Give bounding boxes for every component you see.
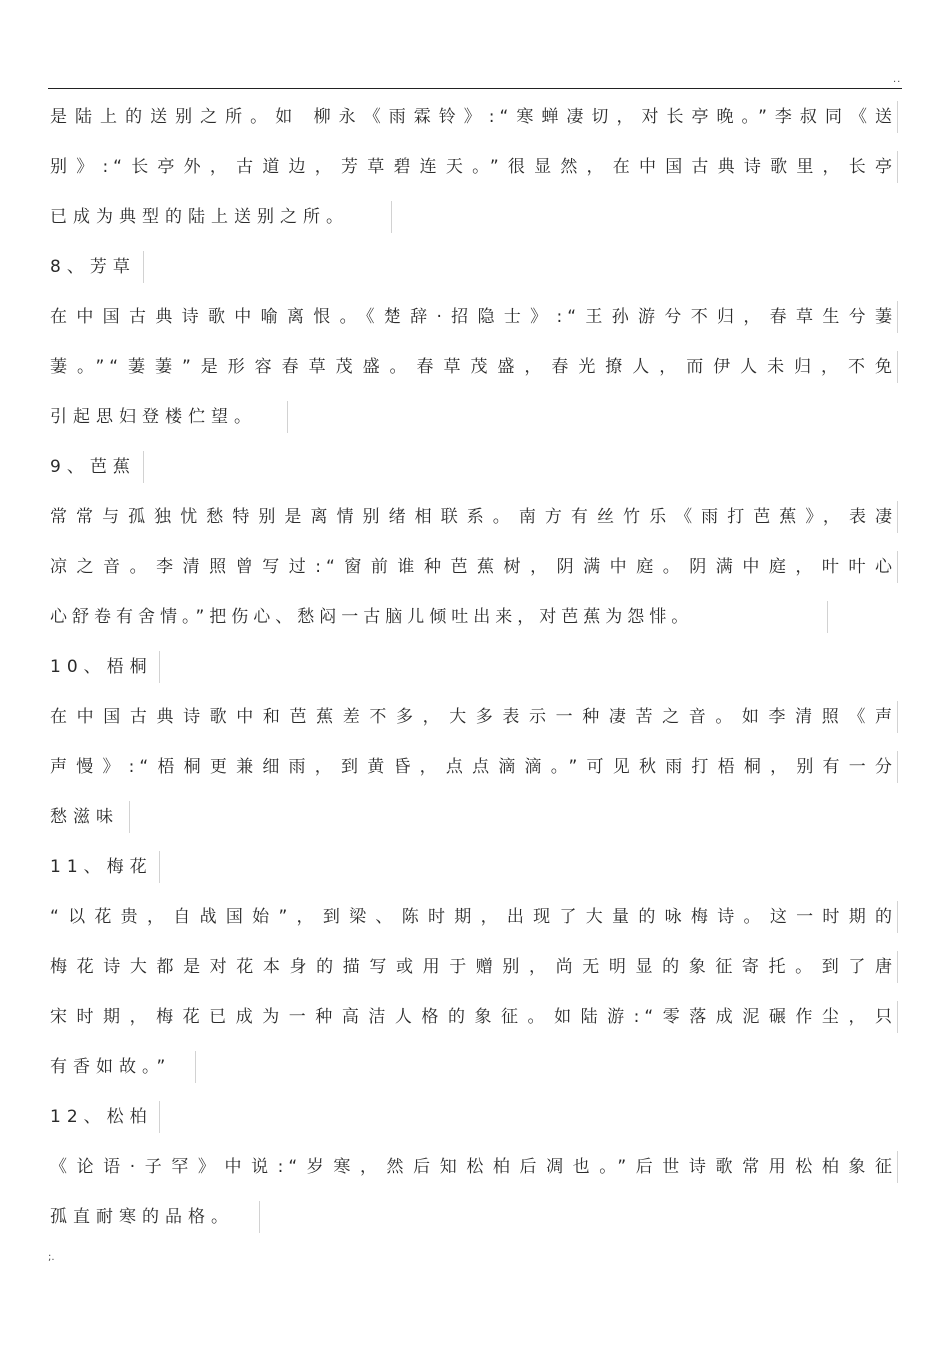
text-line: 宋时期，梅花已成为一种高洁人格的象征。如陆游:“零落成泥碾作尘，只 xyxy=(48,1001,898,1033)
text-line: 孤直耐寒的品格。 xyxy=(48,1201,260,1233)
text-line: 在中国古典诗歌中喻离恨。《楚辞·招隐士》:“王孙游兮不归，春草生兮萋 xyxy=(48,301,898,333)
text-line: 在中国古典诗歌中和芭蕉差不多，大多表示一种凄苦之音。如李清照《声 xyxy=(48,701,898,733)
header-rule xyxy=(48,88,902,89)
text-line: 是陆上的送别之所。如 柳永《雨霖铃》:“寒蝉凄切，对长亭晚。”李叔同《送 xyxy=(48,101,898,133)
text-line: 引起思妇登楼伫望。 xyxy=(48,401,288,433)
section-heading-9: 9、芭蕉 xyxy=(48,451,144,483)
text-line: 凉之音。李清照曾写过:“窗前谁种芭蕉树，阴满中庭。阴满中庭，叶叶心 xyxy=(48,551,898,583)
section-heading-8: 8、芳草 xyxy=(48,251,144,283)
text-line: 有香如故。” xyxy=(48,1051,196,1083)
text-line: 别》:“长亭外，古道边，芳草碧连天。”很显然，在中国古典诗歌里，长亭 xyxy=(48,151,898,183)
section-heading-11: 11、梅花 xyxy=(48,851,160,883)
text-line: 《论语·子罕》中说:“岁寒，然后知松柏后凋也。”后世诗歌常用松柏象征 xyxy=(48,1151,898,1183)
text-line: 声慢》:“梧桐更兼细雨，到黄昏，点点滴滴。”可见秋雨打梧桐，别有一分 xyxy=(48,751,898,783)
text-line: 萋。”“萋萋”是形容春草茂盛。春草茂盛，春光撩人，而伊人未归，不免 xyxy=(48,351,898,383)
text-line: 常常与孤独忧愁特别是离情别绪相联系。南方有丝竹乐《雨打芭蕉》，表凄 xyxy=(48,501,898,533)
footer-mark: ;. xyxy=(48,1252,55,1263)
text-line: “以花贵，自战国始”，到梁、陈时期，出现了大量的咏梅诗。这一时期的 xyxy=(48,901,898,933)
section-heading-10: 10、梧桐 xyxy=(48,651,160,683)
header-mark: .. xyxy=(893,74,902,85)
text-line: 愁滋味 xyxy=(48,801,130,833)
section-heading-12: 12、松柏 xyxy=(48,1101,160,1133)
text-line: 梅花诗大都是对花本身的描写或用于赠别，尚无明显的象征寄托。到了唐 xyxy=(48,951,898,983)
text-line: 心舒卷有舍情。”把伤心、愁闷一古脑儿倾吐出来，对芭蕉为怨悱。 xyxy=(48,601,828,633)
text-line: 已成为典型的陆上送别之所。 xyxy=(48,201,392,233)
